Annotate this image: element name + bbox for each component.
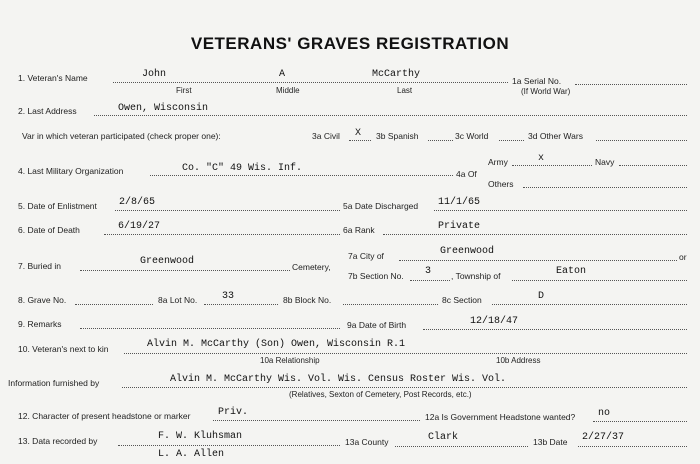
lot-no-line xyxy=(204,304,278,305)
military-org-value: Co. "C" 49 Wis. Inf. xyxy=(182,163,303,174)
rank-label: 6a Rank xyxy=(343,225,375,235)
gov-headstone-line xyxy=(593,421,687,422)
veteran-name-line xyxy=(113,82,508,83)
last-address-value: Owen, Wisconsin xyxy=(118,103,209,114)
last-name-value: McCarthy xyxy=(372,69,421,80)
spanish-line xyxy=(428,140,453,141)
enlistment-value: 2/8/65 xyxy=(119,197,156,208)
military-org-label: 4. Last Military Organization xyxy=(18,166,124,176)
navy-line xyxy=(619,165,687,166)
recorded-by-second-value: L. A. Allen xyxy=(158,449,225,460)
rank-line xyxy=(383,234,687,235)
birth-date-line xyxy=(423,329,687,330)
city-label: 7a City of xyxy=(348,251,384,261)
county-value: Clark xyxy=(428,432,459,443)
middle-caption: Middle xyxy=(276,86,300,95)
lot-no-label: 8a Lot No. xyxy=(158,295,198,305)
address-caption: 10b Address xyxy=(496,356,541,365)
info-furnished-line xyxy=(122,387,687,388)
township-line xyxy=(512,280,687,281)
army-label: Army xyxy=(488,157,508,167)
death-date-line xyxy=(104,234,340,235)
block-no-line xyxy=(343,304,438,305)
relationship-caption: 10a Relationship xyxy=(260,356,320,365)
next-of-kin-value: Alvin M. McCarthy (Son) Owen, Wisconsin R.1 xyxy=(147,339,406,350)
rank-value: Private xyxy=(438,221,481,232)
world-label: 3c World xyxy=(455,131,489,141)
serial-no-caption: (If World War) xyxy=(521,87,571,96)
grave-no-line xyxy=(75,304,153,305)
veteran-name-label: 1. Veteran's Name xyxy=(18,73,88,83)
grave-no-label: 8. Grave No. xyxy=(18,295,67,305)
headstone-line xyxy=(213,420,420,421)
discharge-line xyxy=(434,210,687,211)
enlistment-line xyxy=(115,210,340,211)
last-address-line xyxy=(94,115,687,116)
city-value: Greenwood xyxy=(440,246,495,257)
remarks-label: 9. Remarks xyxy=(18,319,62,329)
section-no-value: 3 xyxy=(425,266,432,277)
death-date-label: 6. Date of Death xyxy=(18,225,80,235)
lot-no-value: 33 xyxy=(222,291,235,302)
army-check-mark: x xyxy=(538,153,545,164)
gov-headstone-value: no xyxy=(598,408,611,419)
last-caption: Last xyxy=(397,86,413,95)
war-label: Var in which veteran participated (check proper one): xyxy=(22,131,221,141)
county-label: 13a County xyxy=(345,437,389,447)
gov-headstone-label: 12a Is Government Headstone wanted? xyxy=(425,412,576,422)
city-line xyxy=(399,260,677,261)
county-line xyxy=(395,446,528,447)
or-label: or xyxy=(679,252,687,262)
block-no-label: 8b Block No. xyxy=(283,295,332,305)
first-caption: First xyxy=(176,86,192,95)
buried-in-line xyxy=(80,270,290,271)
others-line xyxy=(523,187,687,188)
enlistment-label: 5. Date of Enlistment xyxy=(18,201,97,211)
info-furnished-value: Alvin M. McCarthy Wis. Vol. Wis. Census Roster Wis. Vol. xyxy=(170,374,507,385)
civil-line xyxy=(349,140,371,141)
info-furnished-label: Information furnished by xyxy=(8,378,100,388)
form-title: VETERANS' GRAVES REGISTRATION xyxy=(190,34,510,53)
military-org-line xyxy=(150,175,453,176)
last-address-label: 2. Last Address xyxy=(18,106,77,116)
navy-label: Navy xyxy=(595,157,615,167)
serial-no-label: 1a Serial No. xyxy=(512,76,562,86)
recorded-by-value: F. W. Kluhsman xyxy=(158,431,243,442)
info-furnished-caption: (Relatives, Sexton of Cemetery, Post Records, etc.) xyxy=(289,390,472,399)
township-value: Eaton xyxy=(556,266,587,277)
discharge-value: 11/1/65 xyxy=(438,197,481,208)
others-label: Others xyxy=(488,179,514,189)
record-date-line xyxy=(578,446,687,447)
army-line xyxy=(512,165,592,166)
of-label: 4a Of xyxy=(456,169,477,179)
death-date-value: 6/19/27 xyxy=(118,221,161,232)
birth-date-label: 9a Date of Birth xyxy=(347,320,407,330)
birth-date-value: 12/18/47 xyxy=(470,316,519,327)
next-of-kin-label: 10. Veteran's next to kin xyxy=(18,344,109,354)
recorded-by-label: 13. Data recorded by xyxy=(18,436,98,446)
record-date-value: 2/27/37 xyxy=(582,432,625,443)
record-date-label: 13b Date xyxy=(533,437,568,447)
cemetery-label: Cemetery, xyxy=(292,262,331,272)
recorded-by-line xyxy=(118,445,340,446)
discharge-label: 5a Date Discharged xyxy=(343,201,419,211)
section-value: D xyxy=(538,291,545,302)
headstone-label: 12. Character of present headstone or marker xyxy=(18,411,191,421)
spanish-label: 3b Spanish xyxy=(376,131,419,141)
next-of-kin-line xyxy=(124,353,687,354)
serial-no-line xyxy=(575,84,687,85)
civil-label: 3a Civil xyxy=(312,131,340,141)
headstone-value: Priv. xyxy=(218,407,249,418)
remarks-line xyxy=(80,328,340,329)
section-no-label: 7b Section No. xyxy=(348,271,404,281)
world-line xyxy=(499,140,524,141)
section-label: 8c Section xyxy=(442,295,482,305)
buried-in-value: Greenwood xyxy=(140,256,195,267)
civil-check-mark: X xyxy=(355,128,362,139)
section-line xyxy=(492,304,687,305)
other-wars-label: 3d Other Wars xyxy=(528,131,583,141)
other-wars-line xyxy=(596,140,687,141)
township-label: , Township of xyxy=(451,271,501,281)
buried-in-label: 7. Buried in xyxy=(18,261,61,271)
first-name-value: John xyxy=(142,69,167,80)
middle-name-value: A xyxy=(279,69,286,80)
section-no-line xyxy=(410,280,450,281)
